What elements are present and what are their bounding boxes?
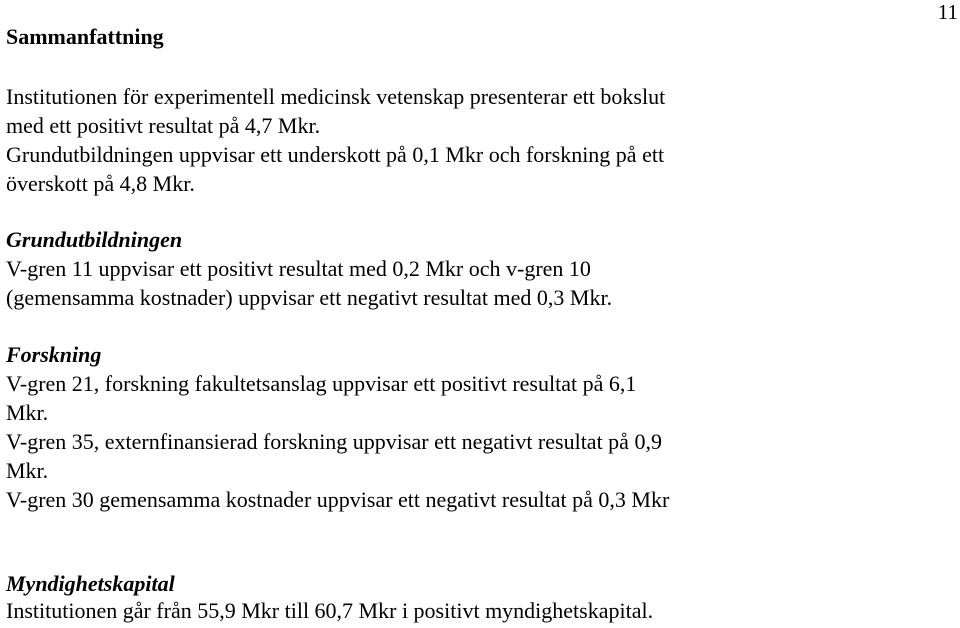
forskning-line-4: Mkr. (6, 458, 49, 483)
grundutbildning-line-2: (gemensamma kostnader) uppvisar ett negativt resultat med 0,3 Mkr. (6, 285, 613, 310)
summary-line-2: med ett positivt resultat på 4,7 Mkr. (6, 113, 321, 138)
myndighetskapital-heading: Myndighetskapital (6, 571, 175, 596)
page-number: 11 (937, 0, 958, 24)
forskning-heading: Forskning (6, 342, 102, 367)
page-title: Sammanfattning (6, 24, 164, 49)
myndighetskapital-line-1: Institutionen går från 55,9 Mkr till 60,7 Mkr i positivt myndighetskapital. (6, 598, 654, 623)
grundutbildning-line-1: V-gren 11 uppvisar ett positivt resultat med 0,2 Mkr och v-gren 10 (6, 256, 591, 281)
summary-line-1: Institutionen för experimentell medicinsk vetenskap presenterar ett bokslut (6, 84, 666, 109)
forskning-line-3: V-gren 35, externfinansierad forskning uppvisar ett negativt resultat på 0,9 (6, 429, 662, 454)
summary-line-3: Grundutbildningen uppvisar ett underskott på 0,1 Mkr och forskning på ett (6, 142, 665, 167)
grundutbildning-heading: Grundutbildningen (6, 227, 183, 252)
forskning-line-5: V-gren 30 gemensamma kostnader uppvisar ett negativt resultat på 0,3 Mkr (6, 487, 670, 512)
forskning-line-1: V-gren 21, forskning fakultetsanslag uppvisar ett positivt resultat på 6,1 (6, 371, 637, 396)
summary-line-4: överskott på 4,8 Mkr. (6, 171, 195, 196)
forskning-line-2: Mkr. (6, 400, 49, 425)
